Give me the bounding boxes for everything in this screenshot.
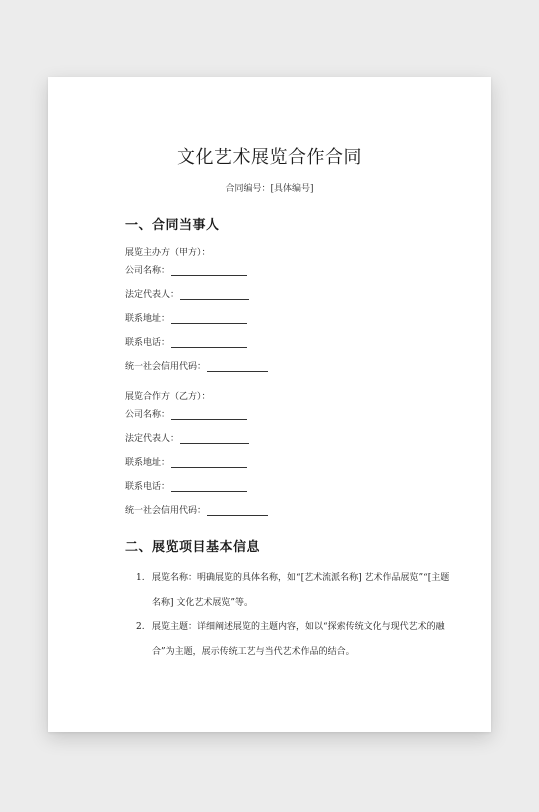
list-item-number: 2. bbox=[136, 622, 145, 632]
list-item-text: 展览名称：明确展览的具体名称，如“[艺术流派名称] 艺术作品展览”“[主题名称] 文化艺术展览”等。 bbox=[152, 573, 450, 608]
field-label: 统一社会信用代码： bbox=[125, 506, 207, 516]
list-item bbox=[136, 566, 456, 616]
contract-page bbox=[48, 77, 491, 732]
party-b-legal-rep-blank[interactable] bbox=[180, 434, 249, 444]
field-label: 联系电话： bbox=[125, 482, 171, 492]
party-a-phone-field bbox=[125, 335, 247, 348]
field-label: 统一社会信用代码： bbox=[125, 362, 207, 372]
party-a-address-field bbox=[125, 311, 247, 324]
party-b-legal-rep-field bbox=[125, 431, 249, 444]
contract-number: 合同编号：[具体编号] bbox=[225, 184, 314, 194]
field-label: 联系地址： bbox=[125, 458, 171, 468]
party-a-company-name-blank[interactable] bbox=[171, 266, 247, 276]
field-label: 法定代表人： bbox=[125, 290, 180, 300]
party-b-credit-code-blank[interactable] bbox=[207, 506, 268, 516]
party-a-company-name-field bbox=[125, 263, 247, 276]
field-label: 公司名称： bbox=[125, 410, 171, 420]
party-b-company-name-field bbox=[125, 407, 247, 420]
party-b-phone-blank[interactable] bbox=[171, 482, 247, 492]
party-b-address-field bbox=[125, 455, 247, 468]
party-b-credit-code-field bbox=[125, 503, 268, 516]
field-label: 法定代表人： bbox=[125, 434, 180, 444]
party-a-legal-rep-field bbox=[125, 287, 249, 300]
party-a-heading: 展览主办方（甲方）： bbox=[125, 248, 211, 258]
party-a-credit-code-field bbox=[125, 359, 268, 372]
party-b-company-name-blank[interactable] bbox=[171, 410, 247, 420]
field-label: 联系电话： bbox=[125, 338, 171, 348]
field-label: 联系地址： bbox=[125, 314, 171, 324]
section-heading-project-info: 二、展览项目基本信息 bbox=[125, 540, 261, 555]
field-label: 公司名称： bbox=[125, 266, 171, 276]
party-a-credit-code-blank[interactable] bbox=[207, 362, 268, 372]
party-b-phone-field bbox=[125, 479, 247, 492]
party-a-phone-blank[interactable] bbox=[171, 338, 247, 348]
list-item bbox=[136, 615, 456, 665]
page-title: 文化艺术展览合作合同 bbox=[177, 147, 362, 168]
party-a-address-blank[interactable] bbox=[171, 314, 247, 324]
list-item-number: 1. bbox=[136, 573, 145, 583]
list-item-text: 展览主题：详细阐述展览的主题内容，如以“探索传统文化与现代艺术的融合”为主题，展示传统工艺与当代艺术作品的结合。 bbox=[152, 622, 445, 657]
party-a-legal-rep-blank[interactable] bbox=[180, 290, 249, 300]
section-heading-parties: 一、合同当事人 bbox=[125, 218, 220, 233]
party-b-heading: 展览合作方（乙方）： bbox=[125, 392, 211, 402]
party-b-address-blank[interactable] bbox=[171, 458, 247, 468]
